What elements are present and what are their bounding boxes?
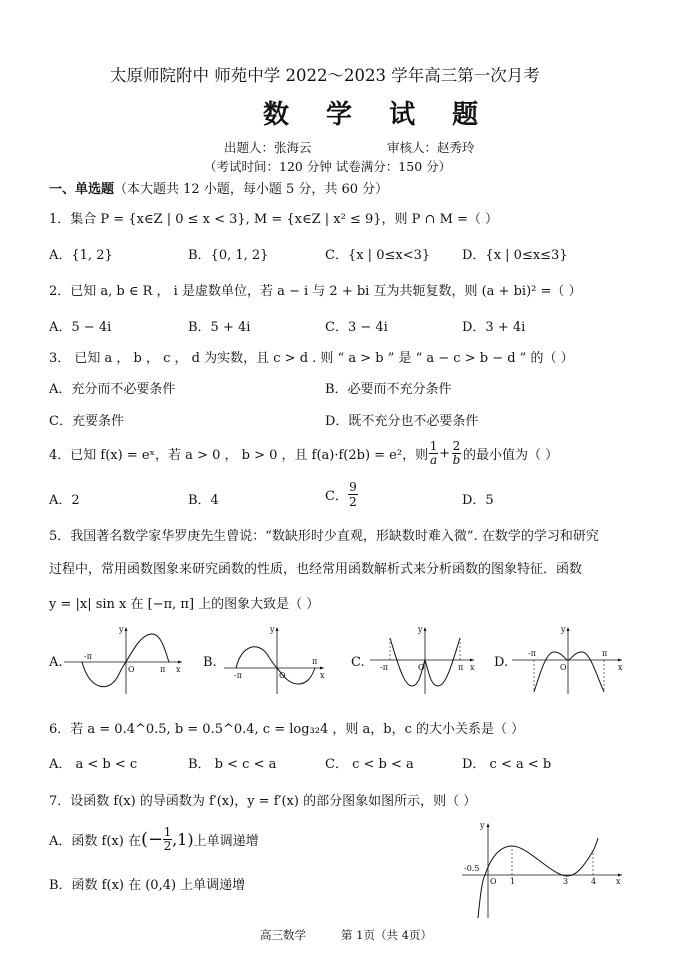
q4-fraction-2 xyxy=(452,440,461,467)
q4-option-c-label: C． xyxy=(325,489,348,504)
q2-option-c: C．3 − 4i xyxy=(325,320,388,335)
q1-option-b: B．{0, 1, 2} xyxy=(188,248,269,263)
q6-option-a: A． a < b < c xyxy=(49,757,138,772)
question-2-stem: 2．已知 a, b ∈ R ， i 是虚数单位，若 a − i 与 2 + bi 互为共轭复数，则 (a + bi)² =（ ） xyxy=(49,284,582,299)
reviewer-line: 审核人：赵秀玲 xyxy=(387,140,475,155)
q1-option-d: D．{x | 0≤x≤3} xyxy=(462,248,568,263)
tick-4-label: 4 xyxy=(591,877,597,886)
origin-label: O xyxy=(128,665,135,674)
origin-label: O xyxy=(418,663,425,672)
q7-option-a-fraction xyxy=(163,826,172,853)
question-5-line-1: 5．我国著名数学家华罗庚先生曾说：“数缺形时少直观，形缺数时难入微”. 在数学的学习和研究 xyxy=(49,529,599,544)
question-7-stem: 7．设函数 f(x) 的导函数为 f′(x)，y = f′(x) 的部分图象如图所示，则（ ） xyxy=(49,794,477,809)
question-4-stem xyxy=(49,440,558,467)
q7-option-a-left: (− xyxy=(140,829,164,850)
section-heading xyxy=(49,178,388,197)
y-label: y xyxy=(119,625,124,634)
q4-option-c xyxy=(325,480,358,509)
q4-frac1-num: 1 xyxy=(429,439,438,453)
y-label: y xyxy=(270,625,275,634)
question-5-line-3: y = |x| sin x 在 [−π, π] 上的图象大致是（ ） xyxy=(49,597,320,612)
section-title: 一、单选题 xyxy=(49,182,115,197)
q2-option-b: B．5 + 4i xyxy=(188,320,251,335)
question-6-stem: 6．若 a = 0.4^0.5, b = 0.5^0.4, c = log₃₂4 ，则 a，b，c 的大小关系是（ ） xyxy=(49,722,525,737)
q4-frac2-den: b xyxy=(452,453,461,467)
x-label: x xyxy=(470,663,475,672)
q6-option-c: C． c < b < a xyxy=(325,757,414,772)
x-label: x xyxy=(618,663,623,672)
q4-option-d: D．5 xyxy=(462,493,494,508)
y-label: y xyxy=(418,625,423,634)
q4-option-b: B．4 xyxy=(188,493,219,508)
q5-graph-b xyxy=(222,624,332,696)
neg-pi-label: -π xyxy=(380,663,388,672)
origin-label: O xyxy=(560,663,567,672)
q5-option-d: D. xyxy=(494,655,509,670)
y-label: y xyxy=(480,821,485,830)
q3-option-c: C．充要条件 xyxy=(49,414,124,429)
q3-option-d: D．既不充分也不必要条件 xyxy=(325,414,479,429)
q4-option-c-num: 9 xyxy=(349,480,357,494)
q7-option-a-right: ,1) xyxy=(172,830,194,849)
origin-label: O xyxy=(279,671,286,680)
q4-frac1-den: a xyxy=(430,453,438,467)
q1-option-a: A．{1, 2} xyxy=(49,248,113,263)
q4-stem-prefix: 4．已知 f(x) = eˣ，若 a > 0 ， b > 0 ，且 f(a)·f(2b) = e²，则 xyxy=(49,448,429,463)
q7-option-a xyxy=(49,826,259,853)
q7-option-a-suffix: 上单调递增 xyxy=(193,834,259,849)
author-line: 出题人：张海云 xyxy=(224,140,312,155)
q5-graph-c xyxy=(368,624,483,696)
q3-option-b: B．必要而不充分条件 xyxy=(325,382,452,397)
pi-label: π xyxy=(458,663,464,672)
neg-pi-label: -π xyxy=(234,671,242,680)
q7-option-a-prefix: A．函数 f(x) 在 xyxy=(49,834,141,849)
x-label: x xyxy=(320,671,325,680)
pi-label: π xyxy=(312,657,318,666)
question-5-line-2: 过程中，常用函数图象来研究函数的性质，也经常用函数解析式来分析函数的图象特征．函数 xyxy=(49,562,583,577)
q6-option-b: B． b < c < a xyxy=(188,757,277,772)
q7-graph xyxy=(460,818,630,922)
pi-label: π xyxy=(160,665,166,674)
q7-option-b: B．函数 f(x) 在 (0,4) 上单调递增 xyxy=(49,878,246,893)
q5-option-a: A. xyxy=(49,655,63,670)
school-line: 太原师院附中 师苑中学 2022～2023 学年高三第一次月考 xyxy=(110,66,540,85)
question-3-stem: 3． 已知 a ， b ， c ， d 为实数，且 c > d . 则 “ a > b ” 是 “ a − c > b − d ” 的（ ） xyxy=(49,351,574,366)
origin-label: O xyxy=(490,877,497,886)
tick-1-label: 1 xyxy=(510,877,516,886)
q5-graph-a xyxy=(62,624,187,696)
footer-page: 第 1页（共 4页） xyxy=(341,928,432,942)
tick-3-label: 3 xyxy=(563,877,569,886)
pi-label: π xyxy=(602,649,608,658)
x-label: x xyxy=(616,877,621,886)
q4-option-c-fraction xyxy=(348,480,358,509)
q4-frac2-num: 2 xyxy=(452,439,461,453)
q5-option-b: B. xyxy=(203,655,217,670)
q4-plus: + xyxy=(439,446,450,461)
q5-option-c: C. xyxy=(351,655,365,670)
q6-option-d: D． c < a < b xyxy=(462,757,552,772)
page-title: 数 学 试 题 xyxy=(263,100,493,130)
exam-info: （考试时间：120 分钟 试卷满分：150 分） xyxy=(204,159,452,174)
q5-graph-d xyxy=(510,624,628,696)
footer-subject: 高三数学 xyxy=(260,928,306,942)
neg-pi-label: -π xyxy=(528,649,536,658)
neg-half-label: -0.5 xyxy=(464,864,480,873)
neg-pi-label: -π xyxy=(84,652,92,661)
q4-stem-suffix: 的最小值为（ ） xyxy=(463,448,559,463)
q4-option-a: A．2 xyxy=(49,493,80,508)
q7-option-a-den: 2 xyxy=(163,839,172,853)
q2-option-d: D．3 + 4i xyxy=(462,320,526,335)
q2-option-a: A．5 − 4i xyxy=(49,320,112,335)
q7-option-a-num: 1 xyxy=(163,825,172,839)
question-1-stem: 1．集合 P = {x∈Z | 0 ≤ x < 3}, M = {x∈Z | x² ≤ 9}，则 P ∩ M =（ ） xyxy=(49,212,499,227)
q4-fraction-1 xyxy=(429,440,438,467)
q4-option-c-den: 2 xyxy=(349,495,357,509)
y-label: y xyxy=(561,625,566,634)
section-note: （本大题共 12 小题，每小题 5 分，共 60 分） xyxy=(114,182,389,197)
x-label: x xyxy=(176,665,181,674)
q3-option-a: A．充分而不必要条件 xyxy=(49,382,176,397)
q1-option-c: C．{x | 0≤x<3} xyxy=(325,248,431,263)
